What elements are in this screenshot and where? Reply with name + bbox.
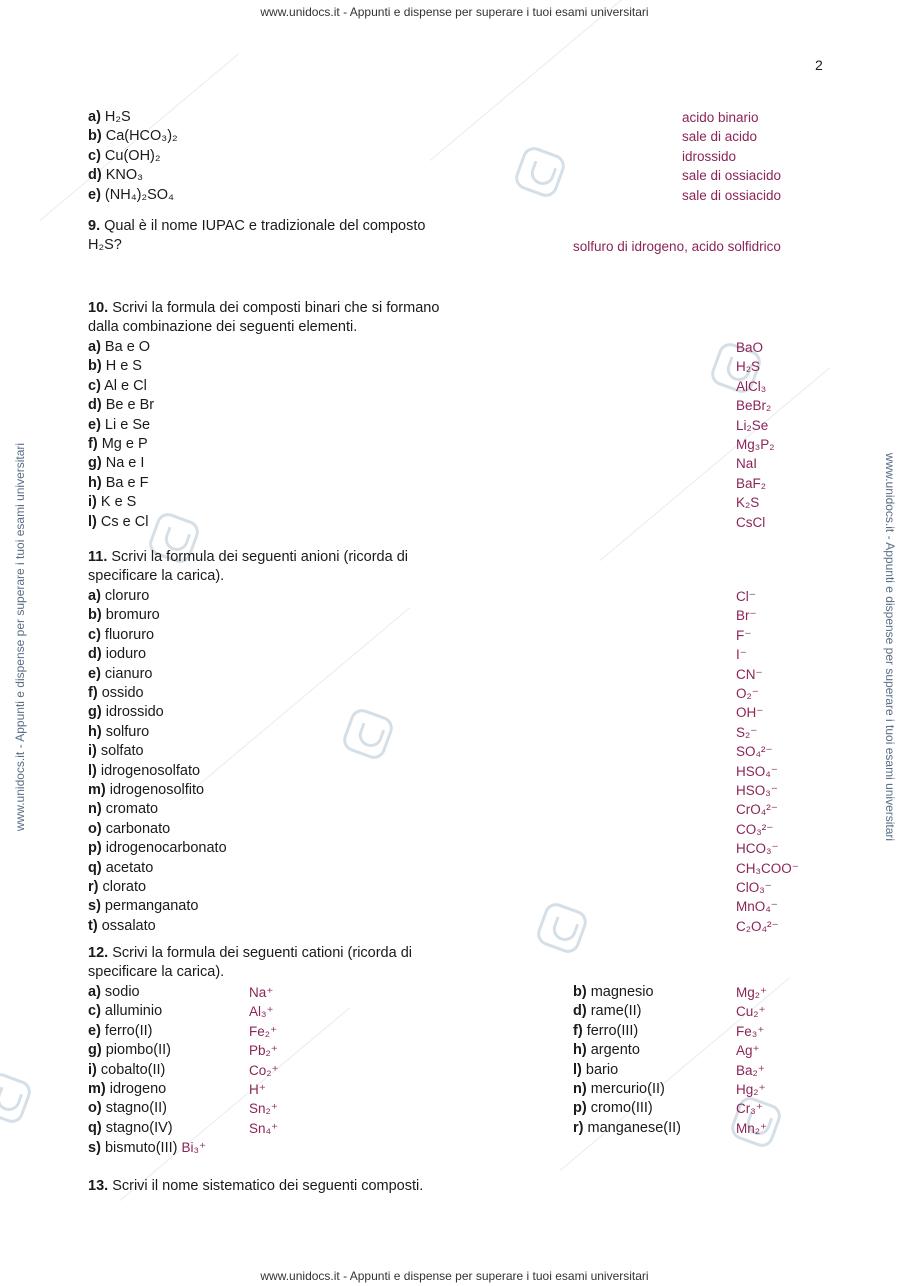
q12-number: 12.: [88, 945, 109, 961]
q12-right-item: [573, 1080, 665, 1099]
item-label: e): [88, 416, 101, 433]
q10-text-2: dalla combinazione dei seguenti elementi.: [88, 319, 358, 336]
q11-item-answer: F⁻: [736, 627, 752, 643]
item-text: bario: [581, 1061, 619, 1078]
item-label: q): [88, 1119, 102, 1136]
q12-right-item: [573, 1099, 653, 1118]
q8-item-answer: idrossido: [682, 148, 737, 164]
q12-left-item: [88, 983, 140, 1002]
item-text: ferro(II): [100, 1022, 153, 1039]
q11-item: [88, 587, 149, 606]
q10-item-answer: Li₂Se: [736, 417, 769, 433]
item-text: Ba e O: [100, 339, 151, 355]
q11-item-answer: MnO₄⁻: [736, 899, 778, 915]
item-label: o): [88, 820, 102, 837]
item-text: bromuro: [101, 607, 160, 624]
item-label: d): [573, 1003, 587, 1020]
q11-item: [88, 762, 200, 781]
item-text: cromato: [101, 801, 159, 818]
q12-right-item-answer: Mg₂⁺: [736, 985, 768, 1000]
q12-item-last: [88, 1138, 206, 1158]
q12-left-item: [88, 1061, 165, 1080]
q11-text-2: specificare la carica).: [88, 568, 225, 585]
item-label: q): [88, 859, 102, 876]
q12-left-item-answer: Pb₂⁺: [249, 1043, 278, 1059]
item-label: b): [573, 984, 587, 1000]
q11-item: [88, 839, 227, 858]
q10-item-answer: NaI: [736, 456, 758, 472]
item-label: p): [88, 840, 102, 857]
watermark-line: [430, 0, 630, 161]
q12-prompt: [88, 944, 412, 983]
q10-item: [88, 435, 148, 454]
q10-item: [88, 377, 147, 396]
item-label: m): [88, 1081, 106, 1097]
q10-item: [88, 493, 136, 512]
item-text: piombo(II): [101, 1042, 171, 1059]
item-label: g): [88, 455, 102, 472]
item-text: idrogenosolfato: [96, 762, 201, 779]
q11-item-answer: S₂⁻: [736, 724, 758, 740]
item-label: h): [88, 474, 102, 491]
item-label: f): [573, 1022, 583, 1039]
q11-item-answer: CrO₄²⁻: [736, 802, 778, 818]
q11-prompt: [88, 548, 408, 587]
item-text: bismuto(III): [104, 1140, 178, 1156]
item-text: cloruro: [100, 588, 150, 604]
item-text: ioduro: [101, 646, 147, 663]
item-text: idrogenocarbonato: [101, 840, 227, 857]
q10-item: [88, 474, 148, 493]
item-label: l): [573, 1061, 582, 1078]
item-label: n): [88, 801, 102, 818]
q11-item-answer: HSO₃⁻: [736, 783, 778, 798]
q11-item: [88, 606, 160, 625]
q8-item-answer: sale di ossiacido: [682, 187, 782, 203]
item-text: cromo(III): [586, 1100, 653, 1117]
q11-item: [88, 800, 158, 819]
q10-item-answer: BaF₂: [736, 475, 766, 491]
q10-item-answer: BeBr₂: [736, 398, 772, 414]
q12-right-item-answer: Fe₃⁺: [736, 1023, 765, 1039]
q10-item: [88, 396, 154, 415]
q8-item-answer: acido binario: [682, 110, 759, 125]
watermark-logo-icon: [340, 706, 396, 762]
q11-item: [88, 897, 198, 916]
q11-item: [88, 878, 146, 897]
item-label: e): [88, 665, 101, 682]
q11-item-answer: CO₃²⁻: [736, 821, 774, 837]
item-label: d): [88, 397, 102, 414]
item-label: i): [88, 494, 97, 511]
q9-number: 9.: [88, 218, 101, 234]
q12-right-item-answer: Ba₂⁺: [736, 1062, 765, 1078]
item-label: r): [573, 1119, 584, 1136]
q10-item: [88, 513, 148, 532]
item-label: f): [88, 685, 98, 701]
q12-text-2: specificare la carica).: [88, 964, 225, 981]
watermark-footer: www.unidocs.it - Appunti e dispense per superare i tuoi esami universitari: [260, 1269, 649, 1283]
q12-right-item-answer: Mn₂⁺: [736, 1120, 768, 1136]
item-text: idrossido: [101, 704, 164, 721]
item-text: Li e Se: [100, 416, 151, 433]
item-text: idrogenosolfito: [105, 782, 205, 798]
item-label: g): [88, 704, 102, 721]
item-text: rame(II): [586, 1003, 642, 1020]
q12-left-item-answer: Al₃⁺: [249, 1004, 274, 1020]
q12-left-item: [88, 1080, 166, 1099]
item-label: s): [88, 898, 101, 915]
q12-right-item: [573, 1061, 618, 1080]
watermark-line: [600, 367, 830, 561]
item-text: Ca(HCO₃)₂: [101, 128, 178, 145]
q12-left-item-answer: Na⁺: [249, 985, 274, 1000]
item-text: solfuro: [101, 723, 150, 740]
q10-item-answer: BaO: [736, 340, 764, 355]
q11-item: [88, 781, 204, 800]
item-label: i): [88, 1061, 97, 1078]
item-text: Na e I: [101, 455, 145, 472]
q10-item-answer: K₂S: [736, 495, 760, 511]
q8-item: [88, 186, 174, 205]
item-text: Cs e Cl: [96, 513, 149, 530]
q11-item-answer: Cl⁻: [736, 589, 756, 604]
q10-item-answer: H₂S: [736, 359, 760, 375]
item-label: a): [88, 984, 101, 1000]
q12-left-item-answer: Co₂⁺: [249, 1062, 279, 1078]
q11-item-answer: OH⁻: [736, 705, 764, 721]
item-text: fluoruro: [100, 626, 155, 643]
q12-left-item-answer: Sn₄⁺: [249, 1120, 279, 1136]
q11-item-answer: HCO₃⁻: [736, 841, 779, 857]
q9-text-1: Qual è il nome IUPAC e tradizionale del composto: [104, 218, 426, 234]
q11-item: [88, 665, 153, 684]
item-label: h): [573, 1042, 587, 1059]
q12-left-item: [88, 1041, 171, 1060]
q11-item-answer: CN⁻: [736, 666, 763, 682]
q10-item-answer: AlCl₃: [736, 378, 767, 394]
q12-left-item: [88, 1119, 173, 1138]
watermark-header: www.unidocs.it - Appunti e dispense per superare i tuoi esami universitari: [260, 5, 649, 19]
q11-item: [88, 626, 154, 645]
item-label: c): [88, 626, 101, 643]
q11-item-answer: CH₃COO⁻: [736, 860, 799, 876]
item-label: b): [88, 607, 102, 624]
item-answer: Bi₃⁺: [181, 1140, 207, 1155]
watermark-right: www.unidocs.it - Appunti e dispense per superare i tuoi esami universitari: [883, 452, 897, 842]
q13-number: 13.: [88, 1178, 109, 1194]
item-label: e): [88, 1022, 101, 1039]
item-text: cianuro: [100, 665, 153, 682]
q12-right-item-answer: Cu₂⁺: [736, 1004, 766, 1020]
q8-item: [88, 147, 161, 166]
q11-item-answer: HSO₄⁻: [736, 763, 778, 779]
q8-item: [88, 108, 131, 127]
q12-right-item: [573, 1002, 641, 1021]
item-text: Cu(OH)₂: [100, 147, 161, 164]
item-text: K e S: [96, 494, 137, 511]
item-label: h): [88, 723, 102, 740]
item-text: cobalto(II): [96, 1061, 166, 1078]
item-text: H e S: [101, 358, 142, 375]
item-label: d): [88, 646, 102, 663]
item-label: i): [88, 743, 97, 760]
item-label: c): [88, 147, 101, 164]
item-text: alluminio: [100, 1003, 163, 1020]
q12-right-item-answer: Cr₃⁺: [736, 1101, 763, 1117]
q10-item: [88, 357, 142, 376]
item-text: Mg e P: [97, 436, 148, 452]
q8-item-answer: sale di ossiacido: [682, 168, 782, 184]
item-label: s): [88, 1140, 101, 1156]
item-text: KNO₃: [101, 167, 144, 184]
q12-right-item-answer: Hg₂⁺: [736, 1082, 766, 1097]
q12-left-item-answer: H⁺: [249, 1082, 266, 1097]
item-text: argento: [586, 1042, 640, 1059]
item-text: solfato: [96, 743, 144, 760]
item-text: H₂S: [100, 109, 131, 125]
q12-right-item: [573, 1119, 681, 1138]
q12-left-item-answer: Fe₂⁺: [249, 1023, 278, 1039]
item-label: r): [88, 879, 99, 895]
item-label: a): [88, 339, 101, 355]
q13-prompt: [88, 1177, 423, 1196]
q12-right-item: [573, 983, 654, 1002]
q8-item-answer: sale di acido: [682, 129, 758, 145]
item-text: clorato: [98, 879, 147, 895]
item-label: a): [88, 588, 101, 604]
item-label: b): [88, 358, 102, 375]
q10-number: 10.: [88, 300, 109, 316]
item-text: Be e Br: [101, 397, 155, 414]
q11-item: [88, 703, 164, 722]
q11-item-answer: SO₄²⁻: [736, 744, 773, 760]
item-text: manganese(II): [583, 1119, 682, 1136]
item-label: e): [88, 186, 101, 203]
watermark-logo-icon: [534, 900, 590, 956]
item-label: a): [88, 109, 101, 125]
q9-answer: solfuro di idrogeno, acido solfidrico: [573, 239, 781, 254]
item-label: m): [88, 782, 106, 798]
item-label: f): [88, 436, 98, 452]
watermark-line: [180, 607, 410, 801]
item-label: d): [88, 167, 102, 184]
item-label: l): [88, 762, 97, 779]
q12-text-1: Scrivi la formula dei seguenti cationi (ricorda di: [112, 945, 413, 961]
watermark-left: www.unidocs.it - Appunti e dispense per superare i tuoi esami universitari: [13, 442, 27, 832]
q10-item: [88, 416, 150, 435]
item-text: ossido: [97, 685, 144, 701]
item-label: n): [573, 1081, 587, 1097]
item-label: p): [573, 1100, 587, 1117]
item-label: o): [88, 1100, 102, 1117]
item-label: c): [88, 377, 101, 394]
q9-text-2: H₂S?: [88, 237, 122, 254]
q12-left-item: [88, 1002, 162, 1021]
q10-prompt: [88, 299, 439, 338]
q11-item: [88, 723, 149, 742]
q12-right-item: [573, 1041, 640, 1060]
q10-item: [88, 454, 144, 473]
q11-item-answer: O₂⁻: [736, 686, 759, 701]
item-label: g): [88, 1042, 102, 1059]
q9-prompt: [88, 217, 425, 256]
q13-text: Scrivi il nome sistematico dei seguenti composti.: [112, 1178, 424, 1194]
q8-item: [88, 127, 178, 146]
q10-text-1: Scrivi la formula dei composti binari che si formano: [112, 300, 440, 316]
q11-item-answer: ClO₃⁻: [736, 880, 772, 895]
q10-item-answer: Mg₃P₂: [736, 437, 775, 452]
q11-item-answer: Br⁻: [736, 608, 757, 624]
q11-text-1: Scrivi la formula dei seguenti anioni (ricorda di: [111, 549, 408, 565]
item-text: acetato: [101, 859, 154, 876]
q11-item-answer: C₂O₄²⁻: [736, 918, 779, 934]
item-text: stagno(II): [101, 1100, 167, 1117]
q8-item: [88, 166, 143, 185]
item-text: (NH₄)₂SO₄: [100, 186, 174, 203]
item-text: carbonato: [101, 820, 171, 837]
q11-item-answer: I⁻: [736, 647, 747, 663]
q10-item: [88, 338, 150, 357]
q12-left-item: [88, 1099, 167, 1118]
item-label: c): [88, 1003, 101, 1020]
item-text: Ba e F: [101, 474, 149, 491]
item-text: Al e Cl: [100, 377, 147, 394]
q11-item: [88, 645, 146, 664]
q12-left-item: [88, 1022, 152, 1041]
q11-item: [88, 742, 144, 761]
item-label: t): [88, 917, 98, 934]
item-text: stagno(IV): [101, 1119, 173, 1136]
item-text: mercurio(II): [586, 1081, 665, 1097]
q11-item: [88, 859, 153, 878]
q12-right-item-answer: Ag⁺: [736, 1043, 760, 1059]
item-text: ossalato: [97, 917, 156, 934]
watermark-logo-icon: [512, 144, 568, 200]
q12-right-item: [573, 1022, 638, 1041]
item-label: l): [88, 513, 97, 530]
item-text: ferro(III): [582, 1022, 639, 1039]
q11-item: [88, 917, 156, 936]
page-number: 2: [815, 57, 823, 73]
q10-item-answer: CsCl: [736, 514, 766, 530]
item-label: b): [88, 128, 102, 145]
q11-item: [88, 684, 144, 703]
q12-left-item-answer: Sn₂⁺: [249, 1101, 278, 1117]
item-text: permanganato: [100, 898, 199, 915]
q11-number: 11.: [88, 549, 108, 565]
q11-item: [88, 820, 170, 839]
item-text: sodio: [100, 984, 140, 1000]
item-text: magnesio: [586, 984, 654, 1000]
item-text: idrogeno: [105, 1081, 167, 1097]
